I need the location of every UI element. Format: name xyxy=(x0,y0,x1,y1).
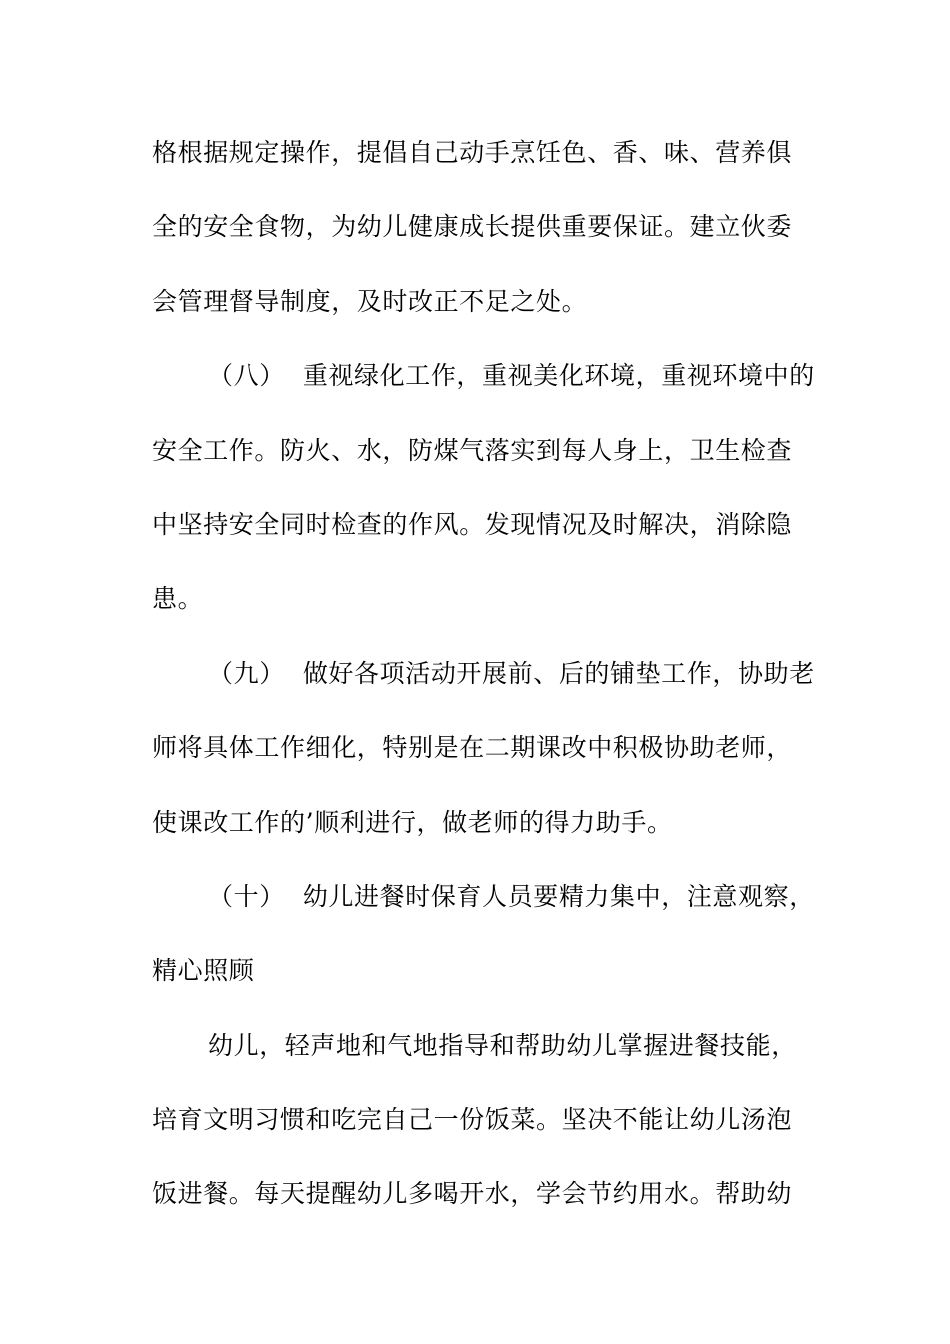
section-marker: （九） xyxy=(208,658,285,688)
text-line: 安全工作。防火、水，防煤气落实到每人身上，卫生检查 xyxy=(152,435,793,465)
section-marker: （十） xyxy=(208,881,285,911)
section-heading-line xyxy=(152,649,815,723)
text-line: 饭进餐。每天提醒幼儿多喝开水，学会节约用水。帮助幼 xyxy=(152,1179,793,1209)
text-line: 精心照顾 xyxy=(152,956,255,986)
text-line: 患。 xyxy=(152,584,204,614)
section-text: 做好各项活动开展前、后的铺垫工作，协助老 xyxy=(302,658,815,688)
section-marker: （八） xyxy=(208,361,285,391)
section-text: 幼儿进餐时保育人员要精力集中，注意观察， xyxy=(302,881,815,911)
section-text: 重视绿化工作，重视美化环境，重视环境中的 xyxy=(302,361,815,391)
text-line: 会管理督导制度，及时改正不足之处。 xyxy=(152,286,588,316)
text-line: 使课改工作的’顺利进行，做老师的得力助手。 xyxy=(152,807,673,837)
text-line: 师将具体工作细化，特别是在二期课改中积极协助老师， xyxy=(152,733,793,763)
section-heading-line xyxy=(152,351,815,425)
paragraph-first-line: 幼儿，轻声地和气地指导和帮助幼儿掌握进餐技能， xyxy=(208,1030,797,1060)
text-line: 培育文明习惯和吃完自己一份饭菜。坚决不能让幼儿汤泡 xyxy=(152,1105,793,1135)
document-body xyxy=(152,128,815,1244)
text-line: 格根据规定操作，提倡自己动手烹饪色、香、味、营养俱 xyxy=(152,138,793,167)
text-line: 全的安全食物，为幼儿健康成长提供重要保证。建立伙委 xyxy=(152,212,793,242)
text-line: 中坚持安全同时检查的作风。发现情况及时解决，消除隐 xyxy=(152,509,793,539)
section-heading-line xyxy=(152,872,815,946)
